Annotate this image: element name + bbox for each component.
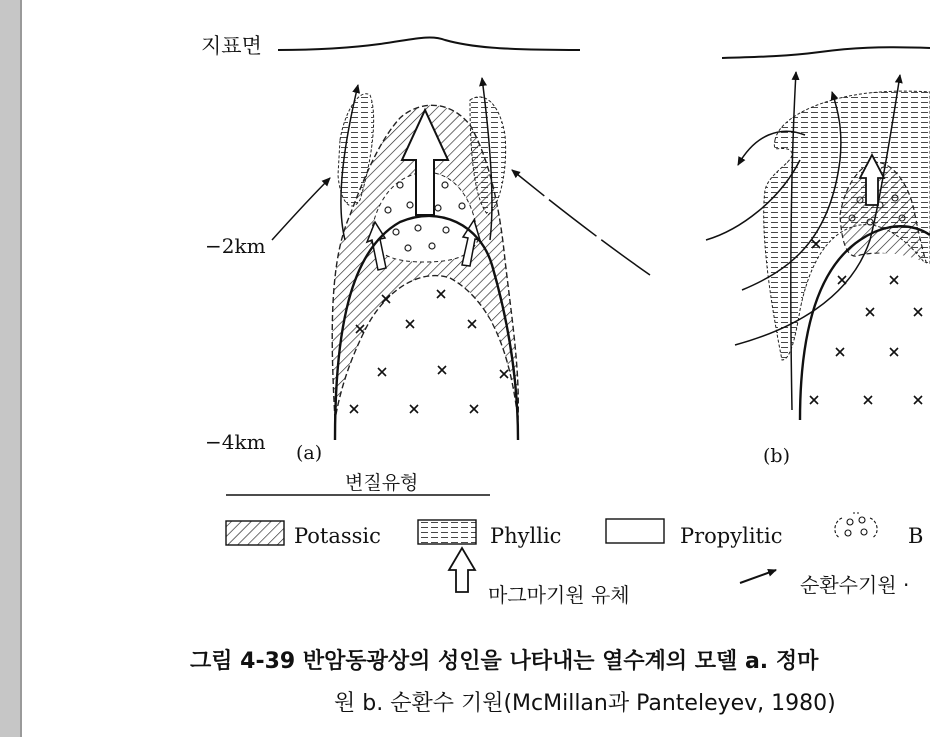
legend-swatch-phyllic (418, 520, 476, 544)
legend-title: 변질유형 (345, 472, 419, 494)
legend-label-phyllic: Phyllic (490, 524, 562, 548)
legend-label-propylitic: Propylitic (680, 524, 783, 548)
depth-label-4km: −4km (205, 430, 266, 454)
caption-line-2: 원 b. 순환수 기원(McMillan과 Panteleyev, 1980) (334, 691, 836, 716)
surface-label: 지표면 (201, 34, 262, 58)
legend-label-breccia: B (908, 524, 924, 548)
depth-label-2km: −2km (205, 234, 266, 258)
legend-swatch-potassic (226, 521, 284, 545)
caption-line-1: 그림 4-39 반암동광상의 성인을 나타내는 열수계의 모델 a. 정마 (190, 649, 819, 674)
panel-a (272, 37, 650, 440)
legend-swatch-propylitic (606, 519, 664, 543)
legend-label-magmatic: 마그마기원 유체 (488, 583, 630, 607)
flow-arrow-a-4 (512, 170, 650, 275)
flow-arrow-a-3 (272, 178, 330, 240)
panel-label-a: (a) (296, 442, 323, 464)
legend-swatch-breccia (835, 513, 877, 538)
propylitic-core-b (800, 253, 930, 420)
legend-label-meteoric: 순환수기원 · (800, 573, 910, 597)
surface-line-b (722, 47, 930, 58)
panel-b (706, 47, 930, 420)
surface-line-a (278, 37, 580, 50)
legend-label-potassic: Potassic (294, 524, 381, 548)
legend-magmatic-arrow (449, 548, 475, 592)
legend-meteoric-arrow (740, 570, 776, 583)
panel-label-b: (b) (763, 445, 790, 467)
